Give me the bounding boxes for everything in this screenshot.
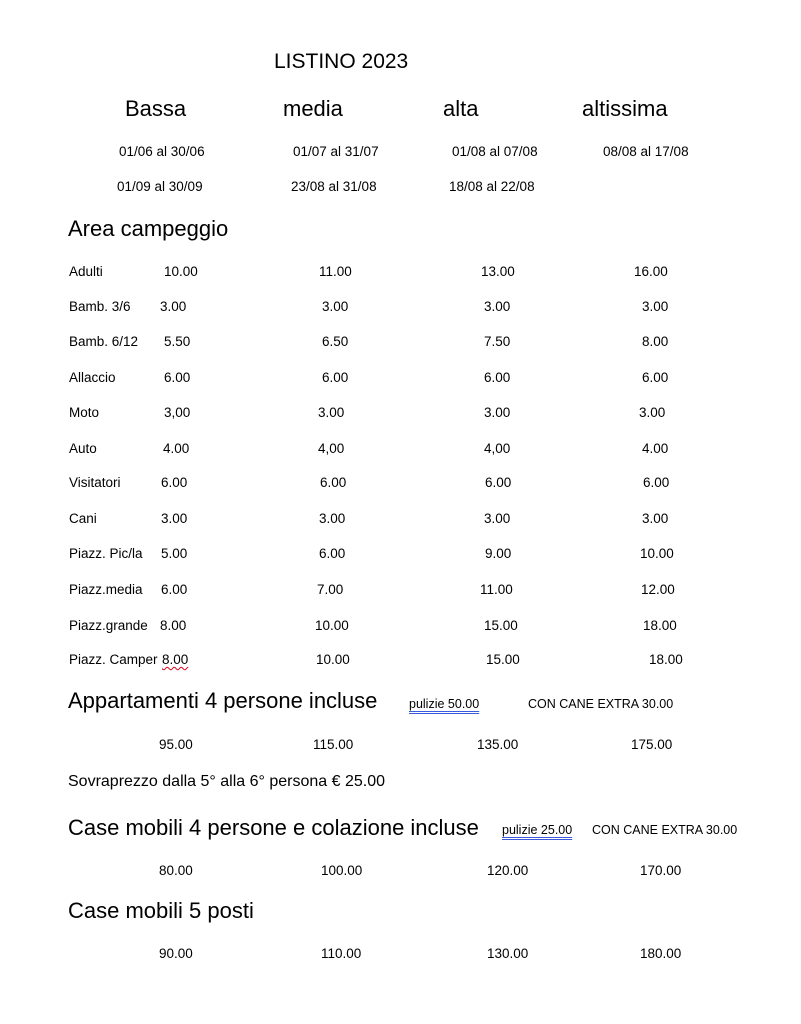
camping-heading: Area campeggio [68,216,229,241]
season-altissima: altissima [582,96,668,121]
price-cell: 6.00 [642,370,669,385]
price-cell: 12.00 [641,582,675,597]
row-label-visitatori: Visitatori [69,475,121,490]
season-media: media [283,96,343,121]
price-cell: 3.00 [322,299,349,314]
price-cell: 7.50 [484,334,511,349]
period-media-2: 23/08 al 31/08 [291,179,377,194]
row-label-piazz-picola: Piazz. Pic/la [69,546,143,561]
price-cell: 10.00 [316,652,350,667]
row-label-bamb-6-12: Bamb. 6/12 [69,334,139,349]
apartments-cleaning: pulizie 50.00 [409,697,480,711]
season-bassa: Bassa [125,96,187,121]
price-cell: 3.00 [319,511,346,526]
apartment-price: 95.00 [159,737,193,752]
mobile-home-5-price: 110.00 [321,946,362,961]
price-cell: 16.00 [634,264,668,279]
page-title: LISTINO 2023 [274,50,409,73]
price-cell: 10.00 [315,618,349,633]
mobile-homes-4-cleaning: pulizie 25.00 [502,823,573,837]
row-label-piazz-media: Piazz.media [69,582,143,597]
price-cell: 3.00 [639,405,666,420]
period-bassa-1: 01/06 al 30/06 [119,144,205,159]
row-label-piazz-grande: Piazz.grande [69,618,148,633]
price-cell: 4,00 [484,441,511,456]
price-cell: 15.00 [484,618,518,633]
price-cell: 9.00 [485,546,512,561]
mobile-home-4-price: 170.00 [640,863,682,878]
mobile-home-5-price: 130.00 [487,946,529,961]
apartments-dog-extra: CON CANE EXTRA 30.00 [528,697,674,711]
price-cell: 6.00 [320,475,347,490]
row-label-auto: Auto [69,441,97,456]
row-label-bamb-3-6: Bamb. 3/6 [69,299,131,314]
price-cell: 6.50 [322,334,349,349]
price-cell: 3.00 [642,511,669,526]
price-cell: 3.00 [484,299,511,314]
row-label-cani: Cani [69,511,97,526]
price-cell: 3.00 [161,511,188,526]
price-cell: 8.00 [160,618,187,633]
row-label-moto: Moto [69,405,100,420]
surcharge-note: Sovraprezzo dalla 5° alla 6° persona € 25.00 [68,773,385,790]
price-cell: 6.00 [485,475,512,490]
price-cell: 6.00 [164,370,191,385]
price-cell: 3,00 [164,405,191,420]
price-cell: 6.00 [161,475,188,490]
price-cell: 15.00 [486,652,520,667]
price-cell: 6.00 [161,582,188,597]
period-bassa-2: 01/09 al 30/09 [117,179,203,194]
price-cell: 8.00 [642,334,669,349]
price-cell: 5.50 [164,334,191,349]
row-label-allaccio: Allaccio [69,370,116,385]
price-cell: 6.00 [643,475,670,490]
mobile-home-4-price: 80.00 [159,863,193,878]
price-cell: 13.00 [481,264,515,279]
price-cell: 11.00 [319,264,352,279]
period-alta-1: 01/08 al 07/08 [452,144,538,159]
price-cell: 7.00 [317,582,344,597]
period-altissima-1: 08/08 al 17/08 [603,144,689,159]
price-cell: 3.00 [642,299,669,314]
mobile-homes-5-heading: Case mobili 5 posti [68,898,254,923]
price-cell: 4.00 [163,441,190,456]
mobile-homes-4-heading: Case mobili 4 persone e colazione incluse [68,815,479,840]
row-label-adulti: Adulti [69,264,103,279]
price-cell: 5.00 [161,546,188,561]
price-cell: 6.00 [484,370,511,385]
price-cell: 18.00 [649,652,683,667]
price-cell: 10.00 [164,264,198,279]
apartment-price: 115.00 [313,737,354,752]
price-cell: 3.00 [318,405,345,420]
apartments-heading: Appartamenti 4 persone incluse [68,688,378,713]
mobile-home-4-price: 100.00 [321,863,363,878]
season-alta: alta [443,96,479,121]
price-cell: 6.00 [322,370,349,385]
price-cell: 10.00 [640,546,674,561]
price-cell: 8.00 [162,652,189,667]
price-cell: 6.00 [319,546,346,561]
apartment-price: 135.00 [477,737,519,752]
price-cell: 4.00 [642,441,669,456]
price-cell: 3.00 [484,511,511,526]
mobile-home-4-price: 120.00 [487,863,529,878]
price-cell: 18.00 [643,618,677,633]
price-cell: 3.00 [484,405,511,420]
mobile-home-5-price: 90.00 [159,946,193,961]
row-label-piazz-camper: Piazz. Camper [69,652,158,667]
mobile-homes-4-dog-extra: CON CANE EXTRA 30.00 [592,823,738,837]
period-alta-2: 18/08 al 22/08 [449,179,535,194]
price-cell: 11.00 [480,582,513,597]
mobile-home-5-price: 180.00 [640,946,682,961]
period-media-1: 01/07 al 31/07 [293,144,379,159]
price-cell: 4,00 [318,441,345,456]
price-cell: 3.00 [160,299,187,314]
apartment-price: 175.00 [631,737,673,752]
